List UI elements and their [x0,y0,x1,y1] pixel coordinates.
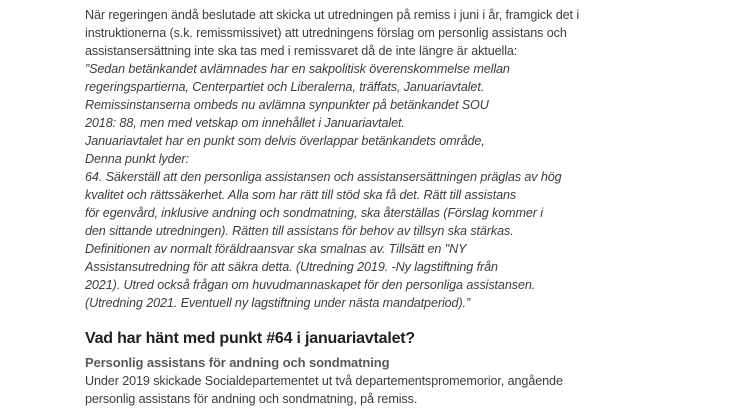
text-line: Assistansutredning för att säkra detta. (Utredning 2019. -Ny lagstiftning från [85,260,498,274]
text-line: Remissinstanserna ombeds nu avlämna synpunkter på betänkandet SOU [85,98,489,112]
text-line: instruktionerna (s.k. remissmissivet) att utredningens förslag om personlig assistans och [85,26,567,40]
text-line: personlig assistans för andning och sondmatning, på remiss. [85,392,418,406]
sub-heading: Personlig assistans för andning och sondmatning [85,355,390,370]
document-content [85,6,660,408]
text-line: assistansersättning inte ska tas med i remissvaret då de inte längre är aktuella: [85,44,518,58]
text-line: 2021). Utred också frågan om huvudmannaskapet för den personliga assistansen. [85,278,536,292]
text-line: ”Sedan betänkandet avlämnades har en sakpolitisk överenskommelse mellan [85,62,510,76]
text-line: regeringspartierna, Centerpartiet och Liberalerna, träffats, Januariavtalet. [85,80,485,94]
text-line: för egenvård, inklusive andning och sondmatning, ska återställas (Förslag kommer i [85,206,543,220]
intro-paragraph [85,6,660,60]
text-line: kvalitet och rättssäkerhet. Alla som har rätt till stöd ska få det. Rätt till assistans [85,188,517,202]
body-paragraph [85,372,660,408]
text-line: Under 2019 skickade Socialdepartementet ut två departementspromemorior, angående [85,374,563,388]
text-line: (Utredning 2021. Eventuell ny lagstiftning under nästa mandatperiod).” [85,296,471,310]
text-line: den sittande utredningen). Rätten till assistans för behov av tillsyn ska stärkas. [85,224,514,238]
quote-block [85,60,660,312]
text-line: Definitionen av normalt föräldraansvar ska smalnas av. Tillsätt en "NY [85,242,467,256]
text-line: Denna punkt lyder: [85,152,189,166]
text-line: 2018: 88, men med vetskap om innehållet i Januariavtalet. [85,116,405,130]
text-line: När regeringen ändå beslutade att skicka ut utredningen på remiss i juni i år, framgick det i [85,8,580,22]
text-line: Januariavtalet har en punkt som delvis överlappar betänkandets område, [85,134,485,148]
section-heading: Vad har hänt med punkt #64 i januariavtalet? [85,330,415,347]
text-line: 64. Säkerställ att den personliga assistansen och assistansersättningen präglas av hög [85,170,562,184]
